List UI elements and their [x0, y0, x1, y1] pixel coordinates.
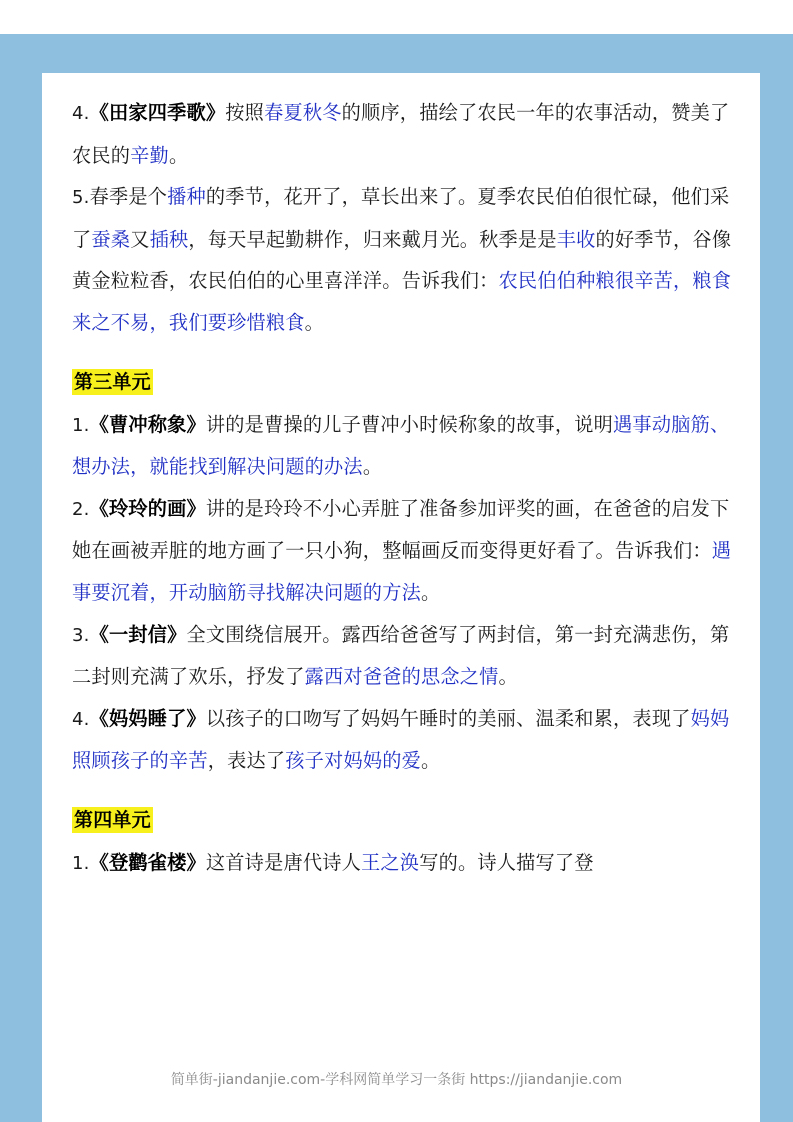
key-phrase: 王之涣 [361, 850, 420, 874]
key-phrase: 露西对爸爸的思念之情 [304, 665, 499, 689]
item-title: 《一封信》 [89, 622, 187, 646]
item-title: 《玲玲的画》 [89, 496, 206, 520]
footer-watermark: 简单街-jiandanjie.com-学科网简单学习一条街 https://jiandanjie.com [170, 1072, 623, 1088]
item-title: 《妈妈睡了》 [89, 706, 206, 730]
item-title: 《曹冲称象》 [89, 412, 206, 436]
item-title: 《登鹳雀楼》 [89, 850, 206, 874]
key-phrase: 孩子对妈妈的爱 [285, 749, 421, 773]
item-number: 5. [72, 187, 90, 209]
item-title: 《田家四季歌》 [89, 101, 226, 124]
key-phrase: 辛勤 [130, 143, 169, 167]
section-heading-unit3 [72, 364, 732, 400]
document-page [42, 73, 760, 1122]
item-number: 4. [72, 708, 90, 730]
item-number: 1. [72, 414, 90, 436]
key-phrase: 蚕桑 [91, 227, 131, 251]
key-phrase: 春夏秋冬 [264, 101, 342, 124]
key-phrase: 遇事要沉着，开动脑筋寻找解决问题的方法 [72, 539, 732, 604]
item-unit4-1: 1.《登鹳雀楼》这首诗是唐代诗人王之涣写的。诗人描写了登 [72, 850, 594, 874]
item-unit3-2: 2.《玲玲的画》讲的是玲玲不小心弄脏了准备参加评奖的画，在爸爸的启发下她在画被弄脏的地方画了一只小狗，整幅画反而变得更好看了。告诉我们：遇事要沉着，开动脑筋寻找解决问题的方法。 [72, 496, 732, 604]
item-unit2-5: 5.春季是个播种的季节，花开了，草长出来了。夏季农民伯伯很忙碌，他们采了蚕桑又插秧，每天早起勤耕作，归来戴月光。秋季是是丰收的好季节，谷像黄金粒粒香，农民伯伯的心里喜洋洋。告诉我们：农民伯伯种粮很辛苦，粮食来之不易，我们要珍惜粮食。 [72, 185, 732, 334]
item-number: 3. [72, 624, 90, 646]
key-phrase: 播种 [167, 185, 206, 209]
key-phrase: 插秧 [149, 227, 189, 251]
document-content [72, 92, 732, 885]
key-phrase: 丰收 [556, 227, 596, 251]
item-unit2-4: 4.《田家四季歌》按照春夏秋冬的顺序，描绘了农民一年的农事活动，赞美了农民的辛勤。 [72, 101, 730, 167]
section-heading-unit4 [72, 802, 732, 838]
item-number: 4. [72, 103, 90, 124]
item-number: 2. [72, 498, 90, 520]
item-number: 1. [72, 852, 90, 874]
item-unit3-1: 1.《曹冲称象》讲的是曹操的儿子曹冲小时候称象的故事，说明遇事动脑筋、想办法，就能找到解决问题的办法。 [72, 412, 730, 479]
section-title: 第三单元 [74, 370, 151, 393]
item-unit3-3: 3.《一封信》全文围绕信展开。露西给爸爸写了两封信，第一封充满悲伤，第二封则充满了欢乐，抒发了露西对爸爸的思念之情。 [72, 622, 730, 689]
section-title: 第四单元 [74, 808, 151, 831]
key-phrase: 农民伯伯种粮很辛苦，粮食来之不易，我们要珍惜粮食 [72, 269, 732, 334]
key-phrase: 遇事动脑筋、想办法，就能找到解决问题的办法 [72, 412, 730, 479]
item-unit3-4: 4.《妈妈睡了》以孩子的口吻写了妈妈午睡时的美丽、温柔和累，表现了妈妈照顾孩子的辛苦，表达了孩子对妈妈的爱。 [72, 706, 730, 773]
key-phrase: 妈妈照顾孩子的辛苦 [72, 706, 730, 773]
